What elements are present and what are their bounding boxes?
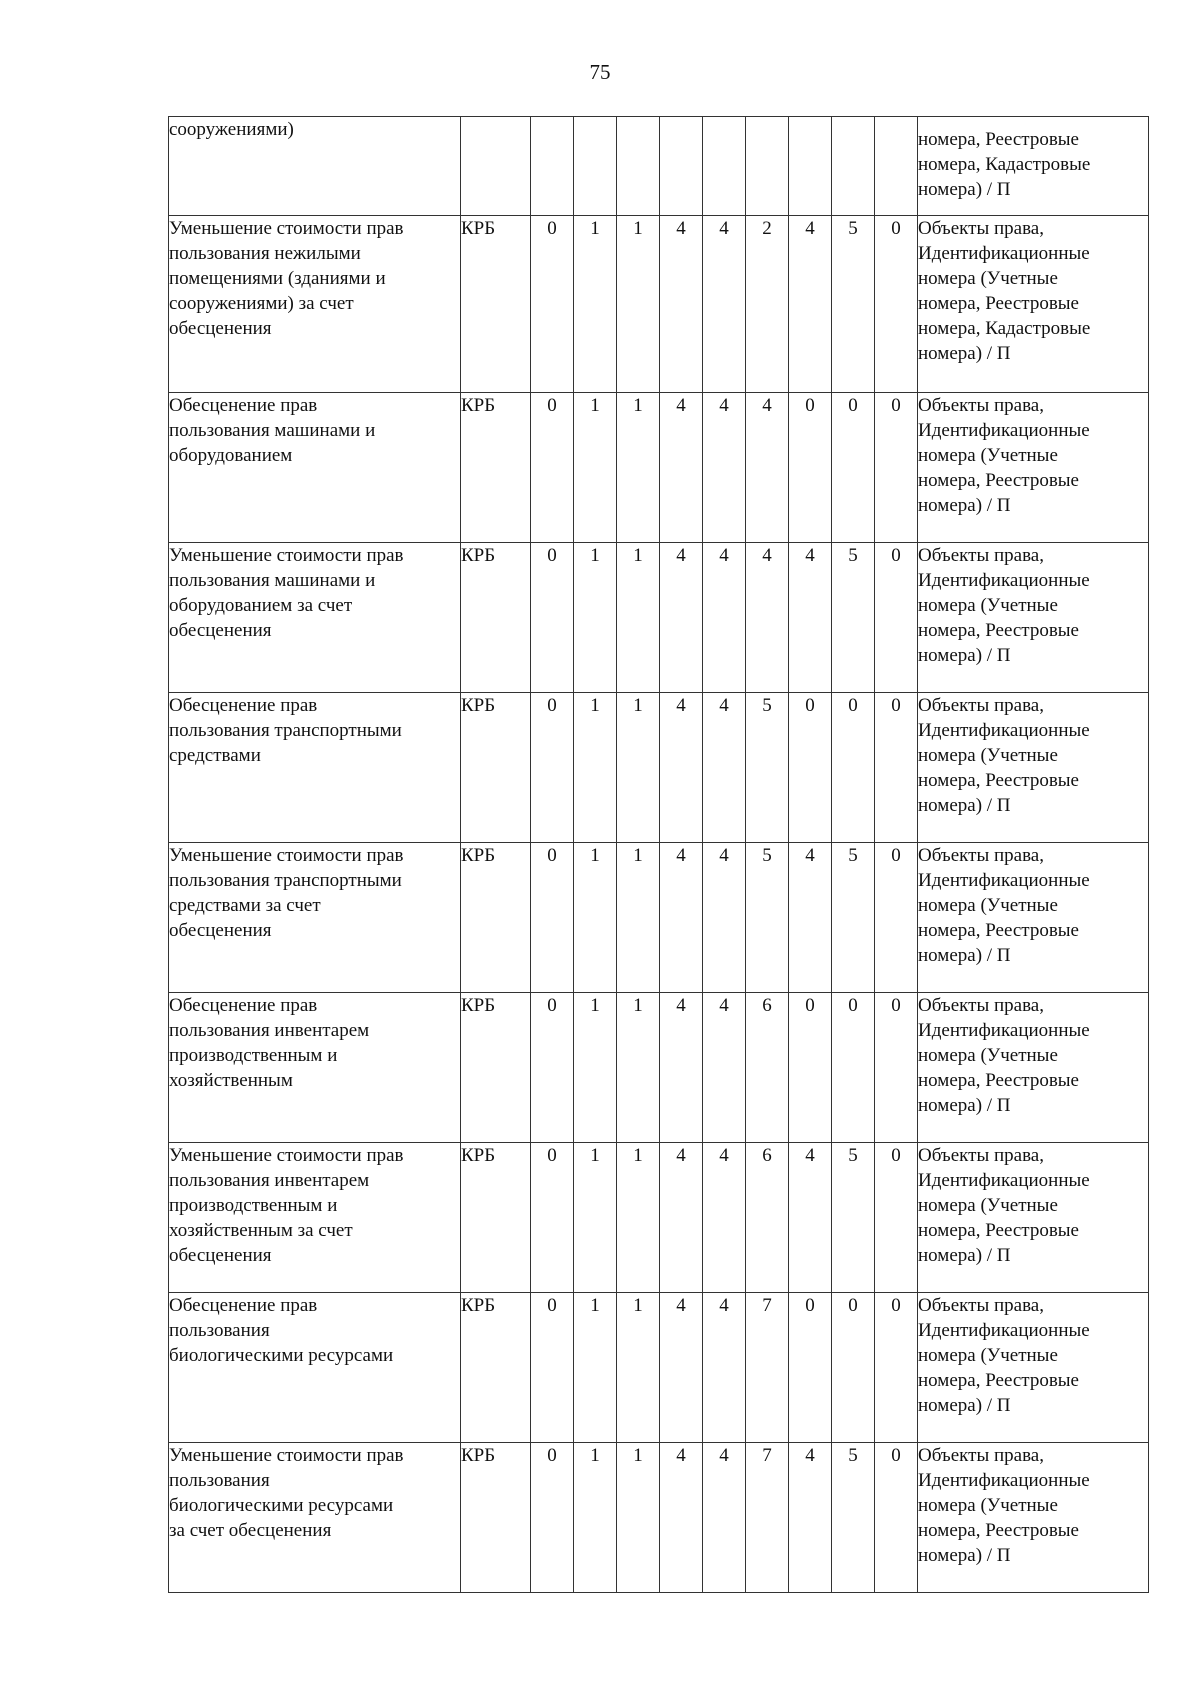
account-name-cell xyxy=(169,993,461,1143)
digit-cell xyxy=(617,117,660,216)
code-cell xyxy=(461,216,531,393)
digit-cell: 4 xyxy=(746,543,789,693)
digit-cell: 0 xyxy=(875,543,918,693)
digit-cell: 4 xyxy=(660,216,703,393)
analytics-cell xyxy=(918,393,1149,543)
analytics-text: Объекты права, Идентификационные номера (Учетные номера, Реестровые номера) / П xyxy=(918,1445,1090,1566)
digit-cell: 5 xyxy=(832,216,875,393)
account-code: КРБ xyxy=(461,845,496,866)
digit-cell: 0 xyxy=(875,693,918,843)
digit-cell xyxy=(789,117,832,216)
digit-cell: 4 xyxy=(703,1443,746,1593)
digit-cell: 0 xyxy=(875,393,918,543)
digit-cell xyxy=(660,117,703,216)
digit-cell: 4 xyxy=(789,1143,832,1293)
digit-cell: 1 xyxy=(617,1293,660,1443)
digit-cell: 0 xyxy=(789,693,832,843)
digit-cell xyxy=(875,117,918,216)
account-name-cell xyxy=(169,543,461,693)
digit-cell: 4 xyxy=(660,843,703,993)
analytics-cell xyxy=(918,543,1149,693)
code-cell xyxy=(461,843,531,993)
account-name: Уменьшение стоимости прав пользования транспортными средствами за счет обесценения xyxy=(169,845,404,941)
analytics-cell xyxy=(918,1443,1149,1593)
digit-cell: 5 xyxy=(832,1143,875,1293)
table-row xyxy=(169,393,1149,543)
account-name-cell xyxy=(169,843,461,993)
digit-cell: 1 xyxy=(617,543,660,693)
digit-cell: 1 xyxy=(574,1293,617,1443)
digit-cell: 0 xyxy=(531,1143,574,1293)
code-cell xyxy=(461,1143,531,1293)
account-code: КРБ xyxy=(461,1145,496,1166)
digit-cell: 4 xyxy=(703,543,746,693)
digit-cell: 4 xyxy=(703,393,746,543)
digit-cell xyxy=(832,117,875,216)
analytics-text: Объекты права, Идентификационные номера (Учетные номера, Реестровые номера, Кадастровые номера) / П xyxy=(918,218,1091,364)
account-name: сооружениями) xyxy=(169,119,294,140)
digit-cell: 4 xyxy=(660,1443,703,1593)
account-name: Обесценение прав пользования транспортными средствами xyxy=(169,695,402,766)
digit-cell: 4 xyxy=(660,1293,703,1443)
digit-cell: 4 xyxy=(746,393,789,543)
account-code: КРБ xyxy=(461,1445,496,1466)
digit-cell: 1 xyxy=(617,693,660,843)
account-name-cell xyxy=(169,216,461,393)
digit-cell: 1 xyxy=(617,393,660,543)
account-name-cell xyxy=(169,1443,461,1593)
digit-cell xyxy=(703,117,746,216)
analytics-cell xyxy=(918,993,1149,1143)
table-row-continuation xyxy=(169,117,1149,216)
digit-cell: 0 xyxy=(875,1143,918,1293)
analytics-cell xyxy=(918,1293,1149,1443)
digit-cell: 7 xyxy=(746,1293,789,1443)
digit-cell: 4 xyxy=(789,1443,832,1593)
table-row xyxy=(169,543,1149,693)
account-name: Обесценение прав пользования биологическими ресурсами xyxy=(169,1295,394,1366)
digit-cell: 4 xyxy=(660,543,703,693)
account-name-cell xyxy=(169,693,461,843)
account-name: Уменьшение стоимости прав пользования биологическими ресурсами за счет обесценения xyxy=(169,1445,404,1541)
digit-cell: 0 xyxy=(531,393,574,543)
account-table xyxy=(168,116,1149,1593)
table-row xyxy=(169,843,1149,993)
table-row xyxy=(169,993,1149,1143)
digit-cell: 1 xyxy=(574,993,617,1143)
code-cell xyxy=(461,693,531,843)
digit-cell: 4 xyxy=(703,693,746,843)
account-name-cell xyxy=(169,117,461,216)
account-name: Уменьшение стоимости прав пользования нежилыми помещениями (зданиями и сооружениями) за счет обесценения xyxy=(169,218,404,339)
digit-cell: 0 xyxy=(875,1293,918,1443)
account-code: КРБ xyxy=(461,995,496,1016)
digit-cell: 1 xyxy=(574,1443,617,1593)
table-row xyxy=(169,1443,1149,1593)
account-name-cell xyxy=(169,393,461,543)
digit-cell: 6 xyxy=(746,993,789,1143)
digit-cell: 0 xyxy=(531,543,574,693)
digit-cell: 4 xyxy=(703,993,746,1143)
digit-cell: 4 xyxy=(660,693,703,843)
digit-cell: 0 xyxy=(789,393,832,543)
analytics-text: Объекты права, Идентификационные номера (Учетные номера, Реестровые номера) / П xyxy=(918,1145,1090,1266)
analytics-cell xyxy=(918,1143,1149,1293)
digit-cell: 1 xyxy=(617,843,660,993)
account-name: Уменьшение стоимости прав пользования машинами и оборудованием за счет обесценения xyxy=(169,545,404,641)
digit-cell: 4 xyxy=(789,216,832,393)
digit-cell: 5 xyxy=(746,693,789,843)
digit-cell: 4 xyxy=(703,216,746,393)
digit-cell: 0 xyxy=(875,993,918,1143)
digit-cell: 0 xyxy=(531,1443,574,1593)
digit-cell: 0 xyxy=(531,993,574,1143)
digit-cell: 7 xyxy=(746,1443,789,1593)
digit-cell: 1 xyxy=(617,1143,660,1293)
digit-cell: 0 xyxy=(789,1293,832,1443)
digit-cell: 0 xyxy=(832,1293,875,1443)
digit-cell: 1 xyxy=(574,693,617,843)
digit-cell: 0 xyxy=(531,843,574,993)
account-code: КРБ xyxy=(461,1295,496,1316)
analytics-text: Объекты права, Идентификационные номера (Учетные номера, Реестровые номера) / П xyxy=(918,395,1090,516)
digit-cell: 4 xyxy=(789,843,832,993)
analytics-text: Объекты права, Идентификационные номера (Учетные номера, Реестровые номера) / П xyxy=(918,695,1090,816)
page-number: 75 xyxy=(589,60,611,84)
digit-cell: 4 xyxy=(703,1293,746,1443)
digit-cell: 0 xyxy=(875,843,918,993)
digit-cell: 0 xyxy=(875,216,918,393)
digit-cell: 1 xyxy=(617,216,660,393)
account-code: КРБ xyxy=(461,218,496,239)
account-name: Уменьшение стоимости прав пользования инвентарем производственным и хозяйственным за счет обесценения xyxy=(169,1145,404,1266)
digit-cell: 4 xyxy=(703,843,746,993)
digit-cell: 0 xyxy=(789,993,832,1143)
analytics-cell xyxy=(918,216,1149,393)
digit-cell: 5 xyxy=(832,543,875,693)
analytics-cell xyxy=(918,843,1149,993)
account-name: Обесценение прав пользования машинами и оборудованием xyxy=(169,395,376,466)
table-row xyxy=(169,216,1149,393)
analytics-text: Объекты права, Идентификационные номера (Учетные номера, Реестровые номера) / П xyxy=(918,995,1090,1116)
digit-cell: 4 xyxy=(660,393,703,543)
digit-cell: 6 xyxy=(746,1143,789,1293)
digit-cell: 0 xyxy=(832,393,875,543)
digit-cell: 1 xyxy=(617,1443,660,1593)
digit-cell: 5 xyxy=(832,1443,875,1593)
digit-cell xyxy=(574,117,617,216)
digit-cell: 2 xyxy=(746,216,789,393)
digit-cell: 4 xyxy=(660,1143,703,1293)
account-code: КРБ xyxy=(461,695,496,716)
digit-cell: 0 xyxy=(531,1293,574,1443)
account-code: КРБ xyxy=(461,395,496,416)
analytics-text: номера, Реестровые номера, Кадастровые номера) / П xyxy=(918,129,1091,200)
code-cell xyxy=(461,543,531,693)
analytics-cell xyxy=(918,117,1149,216)
digit-cell: 5 xyxy=(746,843,789,993)
account-name-cell xyxy=(169,1293,461,1443)
digit-cell: 1 xyxy=(574,543,617,693)
analytics-text: Объекты права, Идентификационные номера (Учетные номера, Реестровые номера) / П xyxy=(918,845,1090,966)
account-name: Обесценение прав пользования инвентарем производственным и хозяйственным xyxy=(169,995,370,1091)
digit-cell xyxy=(531,117,574,216)
digit-cell: 0 xyxy=(832,693,875,843)
code-cell xyxy=(461,993,531,1143)
digit-cell: 4 xyxy=(660,993,703,1143)
digit-cell: 4 xyxy=(703,1143,746,1293)
digit-cell: 1 xyxy=(574,1143,617,1293)
table-row xyxy=(169,693,1149,843)
digit-cell: 1 xyxy=(617,993,660,1143)
code-cell xyxy=(461,393,531,543)
digit-cell: 1 xyxy=(574,393,617,543)
code-cell xyxy=(461,117,531,216)
account-code: КРБ xyxy=(461,545,496,566)
digit-cell: 1 xyxy=(574,216,617,393)
table-row xyxy=(169,1143,1149,1293)
analytics-cell xyxy=(918,693,1149,843)
digit-cell: 5 xyxy=(832,843,875,993)
code-cell xyxy=(461,1443,531,1593)
digit-cell xyxy=(746,117,789,216)
digit-cell: 0 xyxy=(531,693,574,843)
account-name-cell xyxy=(169,1143,461,1293)
table-row xyxy=(169,1293,1149,1443)
analytics-text: Объекты права, Идентификационные номера (Учетные номера, Реестровые номера) / П xyxy=(918,1295,1090,1416)
digit-cell: 1 xyxy=(574,843,617,993)
code-cell xyxy=(461,1293,531,1443)
digit-cell: 0 xyxy=(531,216,574,393)
digit-cell: 0 xyxy=(875,1443,918,1593)
digit-cell: 0 xyxy=(832,993,875,1143)
analytics-text: Объекты права, Идентификационные номера (Учетные номера, Реестровые номера) / П xyxy=(918,545,1090,666)
digit-cell: 4 xyxy=(789,543,832,693)
